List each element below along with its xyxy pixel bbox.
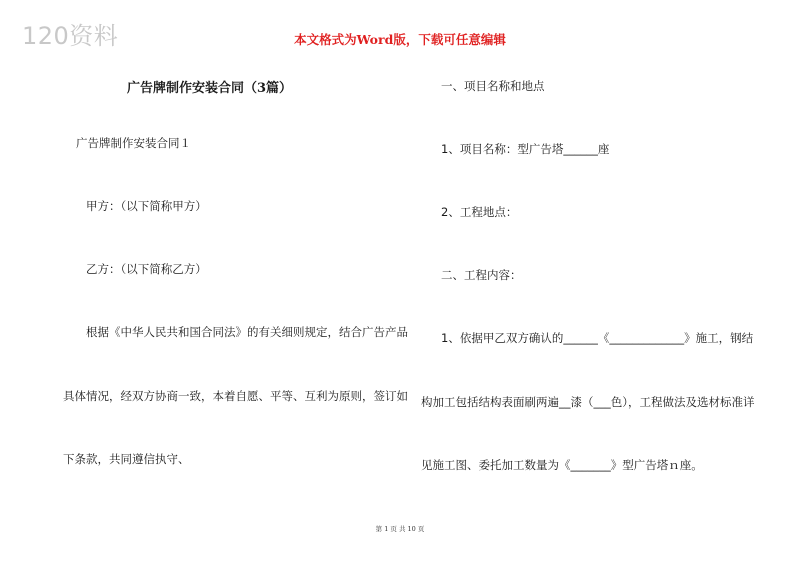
content-paragraph-line: 构加工包括结构表面刷两遍__漆（___色），工程做法及选材标准详 [421,395,755,409]
content-paragraph-line: 1、依据甲乙双方确认的______《_____________》施工，钢结 [441,331,754,345]
body-paragraph-line: 下条款，共同遵信执守、 [63,452,190,466]
body-paragraph-line: 具体情况，经双方协商一致，本着自愿、平等、互利为原则，签订如 [63,389,408,403]
format-notice-banner: 本文格式为Word版，下载可任意编辑 [294,32,506,47]
project-location-line: 2、工程地点： [441,205,518,219]
page-number-footer: 第 1 页 共 10 页 [375,525,425,533]
section-heading-project: 一、项目名称和地点 [441,79,545,93]
body-paragraph-line: 根据《中华人民共和国合同法》的有关细则规定，结合广告产品 [86,325,408,339]
contract-subtitle: 广告牌制作安装合同１ [76,136,191,150]
party-b-line: 乙方：（以下简称乙方） [86,262,207,276]
content-paragraph-line: 见施工图、委托加工数量为《_______》型广告塔ｎ座。 [421,458,703,472]
project-name-line: 1、项目名称：型广告塔______座 [441,142,610,156]
section-heading-content: 二、工程内容： [441,268,522,282]
document-title: 广告牌制作安装合同（3篇） [127,81,293,96]
watermark-logo: 120资料 [22,22,119,50]
party-a-line: 甲方：（以下简称甲方） [86,199,207,213]
